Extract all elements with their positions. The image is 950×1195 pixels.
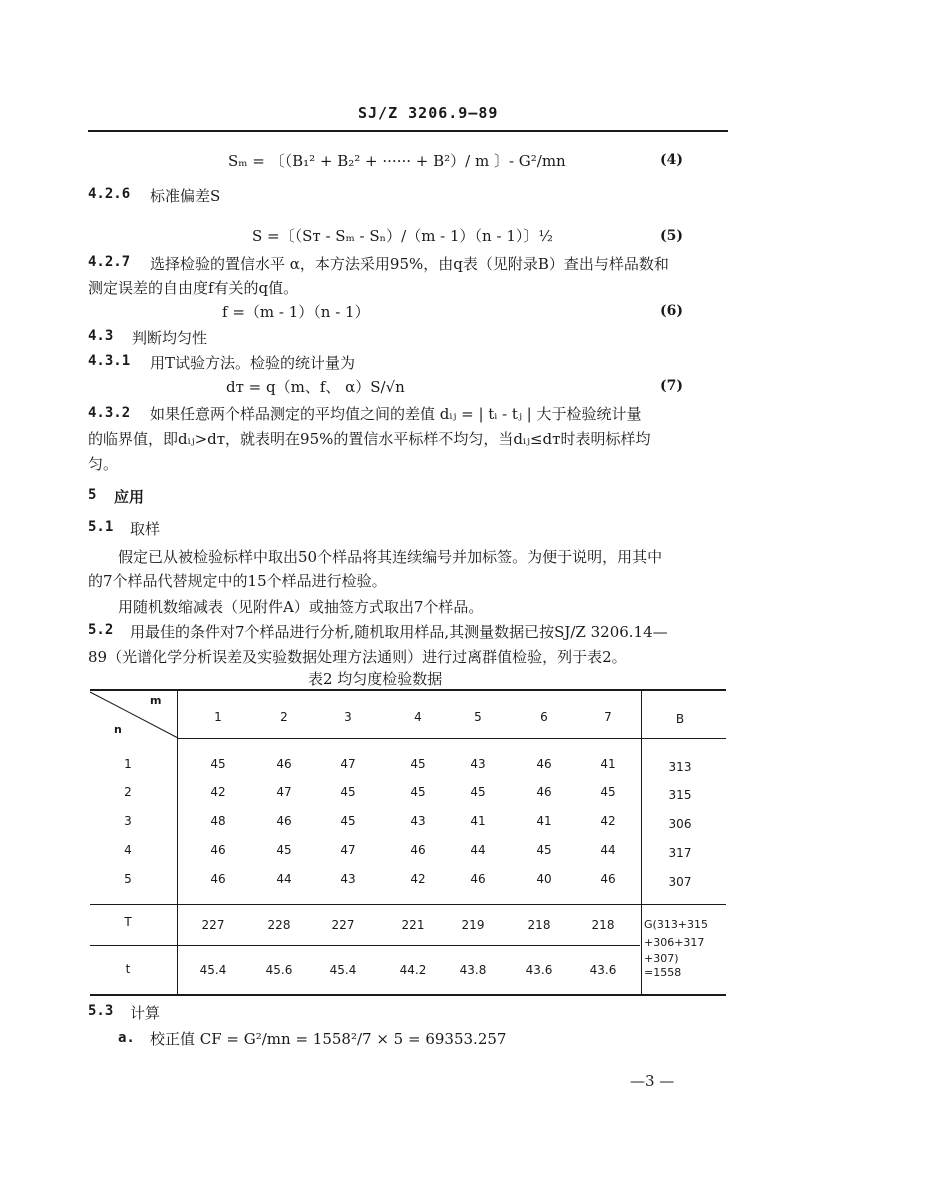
table-b-cell: 317 xyxy=(668,846,692,860)
table-t-label: T xyxy=(124,915,132,929)
table-t-cell: 228 xyxy=(267,918,291,932)
section-4-2-6-title: 标准偏差S xyxy=(150,187,221,205)
section-4-3-title: 判断均匀性 xyxy=(132,329,208,347)
table-cell: 42 xyxy=(410,872,426,886)
section-4-2-7-line1: 选择检验的置信水平 α，本方法采用95%，由q表（见附录B）查出与样品数和 xyxy=(150,255,669,273)
table-b-cell: 307 xyxy=(668,875,692,889)
header-rule xyxy=(88,130,728,132)
table-cell: 44 xyxy=(600,843,616,857)
document-code: SJ/Z 3206.9—89 xyxy=(358,104,499,122)
table-cell: 46 xyxy=(470,872,486,886)
section-5-2-line2: 89（光谱化学分析误差及实验数据处理方法通则）进行过离群值检验，列于表2。 xyxy=(88,648,627,666)
table-cell: 45 xyxy=(410,785,426,799)
section-5-1-title: 取样 xyxy=(130,520,161,538)
table-mean-cell: 45.6 xyxy=(265,963,293,977)
page-number: —3 — xyxy=(630,1072,675,1090)
table-mean-cell: 43.6 xyxy=(589,963,617,977)
table-cell: 46 xyxy=(210,872,226,886)
table-t-cell: 221 xyxy=(401,918,425,932)
table-header-rule xyxy=(178,738,726,739)
table-row-index: 5 xyxy=(124,872,132,886)
calc-a-text: 校正值 CF = G²/mn = 1558²/7 × 5 = 69353.257 xyxy=(150,1030,507,1048)
table-cell: 47 xyxy=(340,843,356,857)
table-col-header: 1 xyxy=(214,710,222,724)
table-cell: 47 xyxy=(276,785,292,799)
table-col-header: 4 xyxy=(414,710,422,724)
table-t-rule xyxy=(90,904,726,905)
table-cell: 45 xyxy=(600,785,616,799)
equation-5: S =〔（Sᴛ - Sₘ - Sₙ）/（m - 1）（n - 1）〕½ xyxy=(252,227,553,245)
table-cell: 44 xyxy=(276,872,292,886)
table-col-header: 7 xyxy=(604,710,612,724)
table-g-line: +306+317 xyxy=(644,936,705,949)
table-cell: 41 xyxy=(536,814,552,828)
table-cell: 41 xyxy=(470,814,486,828)
table-cell: 43 xyxy=(410,814,426,828)
table-cell: 46 xyxy=(536,757,552,771)
section-4-3-2-number: 4.3.2 xyxy=(88,405,131,421)
section-5-2-number: 5.2 xyxy=(88,622,114,638)
table-cell: 45 xyxy=(536,843,552,857)
table-row-index: 3 xyxy=(124,814,132,828)
table-cell: 41 xyxy=(600,757,616,771)
table-cell: 47 xyxy=(340,757,356,771)
table-col-header: 2 xyxy=(280,710,288,724)
section-4-3-2-line1: 如果任意两个样品测定的平均值之间的差值 dᵢⱼ = | tᵢ - tⱼ | 大于检验统计量 xyxy=(150,405,642,423)
paragraph-2: 用随机数缩减表（见附件A）或抽签方式取出7个样品。 xyxy=(118,598,484,616)
table-cell: 45 xyxy=(410,757,426,771)
table-mean-cell: 43.8 xyxy=(459,963,487,977)
section-5-3-number: 5.3 xyxy=(88,1003,114,1019)
table-row-index: 4 xyxy=(124,843,132,857)
section-4-3-1-number: 4.3.1 xyxy=(88,353,131,369)
section-4-2-6-number: 4.2.6 xyxy=(88,186,131,202)
section-5-number: 5 xyxy=(88,487,97,503)
section-5-title: 应用 xyxy=(114,488,145,506)
equation-4-number: (4) xyxy=(660,152,683,168)
table-t-cell: 219 xyxy=(461,918,485,932)
table-b-cell: 313 xyxy=(668,760,692,774)
table-col-header: 3 xyxy=(344,710,352,724)
table-right-divider xyxy=(641,690,642,996)
equation-7-number: (7) xyxy=(660,378,683,394)
table-cell: 44 xyxy=(470,843,486,857)
table-t-cell: 227 xyxy=(201,918,225,932)
section-5-2-line1: 用最佳的条件对7个样品进行分析,随机取用样品,其测量数据已按SJ/Z 3206.14— xyxy=(130,623,668,641)
equation-5-number: (5) xyxy=(660,228,683,244)
table-b-cell: 315 xyxy=(668,788,692,802)
table-bottom-rule xyxy=(90,994,726,996)
table-caption: 表2 均匀度检验数据 xyxy=(308,670,443,688)
section-4-3-1-title: 用T试验方法。检验的统计量为 xyxy=(150,354,356,372)
table-cell: 45 xyxy=(340,785,356,799)
equation-7: dᴛ = q（m、f、 α）S/√n xyxy=(226,378,405,396)
table-cell: 46 xyxy=(276,814,292,828)
equation-6-number: (6) xyxy=(660,303,683,319)
paragraph-1-line2: 的7个样品代替规定中的15个样品进行检验。 xyxy=(88,572,387,590)
table-col-header: 6 xyxy=(540,710,548,724)
section-4-3-2-line2: 的临界值，即dᵢⱼ>dᴛ，就表明在95%的置信水平标样不均匀，当dᵢⱼ≤dᴛ时表明标样均 xyxy=(88,430,651,448)
table-corner-diagonal xyxy=(90,690,180,740)
table-t-cell: 227 xyxy=(331,918,355,932)
table-cell: 42 xyxy=(600,814,616,828)
table-cell: 45 xyxy=(340,814,356,828)
section-4-3-number: 4.3 xyxy=(88,328,114,344)
table-row-index: 1 xyxy=(124,757,132,771)
table-g-line: G(313+315 xyxy=(644,918,709,931)
section-4-2-7-line2: 测定误差的自由度f有关的q值。 xyxy=(88,279,299,297)
table-cell: 45 xyxy=(210,757,226,771)
table-corner-m: m xyxy=(150,694,162,707)
table-mean-rule xyxy=(90,945,640,946)
table-cell: 45 xyxy=(276,843,292,857)
table-col-header: 5 xyxy=(474,710,482,724)
table-cell: 46 xyxy=(410,843,426,857)
table-mean-cell: 45.4 xyxy=(329,963,357,977)
table-g-line: =1558 xyxy=(644,966,682,979)
table-mean-label: t xyxy=(125,962,131,976)
table-cell: 42 xyxy=(210,785,226,799)
calc-a-label: a. xyxy=(118,1030,135,1046)
table-cell: 40 xyxy=(536,872,552,886)
table-mean-cell: 45.4 xyxy=(199,963,227,977)
table-mean-cell: 44.2 xyxy=(399,963,427,977)
section-4-3-2-line3: 匀。 xyxy=(88,455,119,473)
table-cell: 48 xyxy=(210,814,226,828)
table-cell: 43 xyxy=(340,872,356,886)
table-top-rule xyxy=(90,689,726,691)
table-t-cell: 218 xyxy=(591,918,615,932)
table-mean-cell: 43.6 xyxy=(525,963,553,977)
table-cell: 46 xyxy=(276,757,292,771)
table-cell: 46 xyxy=(600,872,616,886)
table-cell: 45 xyxy=(470,785,486,799)
equation-4: Sₘ = 〔（B₁² + B₂² + ······ + B²）/ m 〕- G²/mn xyxy=(228,152,566,170)
table-cell: 46 xyxy=(536,785,552,799)
paragraph-1-line1: 假定已从被检验标样中取出50个样品将其连续编号并加标签。为便于说明，用其中 xyxy=(118,548,663,566)
table-b-cell: 306 xyxy=(668,817,692,831)
table-corner-n: n xyxy=(114,723,122,736)
section-5-1-number: 5.1 xyxy=(88,519,114,535)
table-b-header: B xyxy=(675,712,685,726)
table-g-line: +307) xyxy=(644,952,679,965)
section-4-2-7-number: 4.2.7 xyxy=(88,254,131,270)
section-5-3-title: 计算 xyxy=(130,1004,161,1022)
table-cell: 43 xyxy=(470,757,486,771)
table-t-cell: 218 xyxy=(527,918,551,932)
equation-6: f =（m - 1）（n - 1） xyxy=(222,303,370,321)
table-row-index: 2 xyxy=(124,785,132,799)
table-cell: 46 xyxy=(210,843,226,857)
